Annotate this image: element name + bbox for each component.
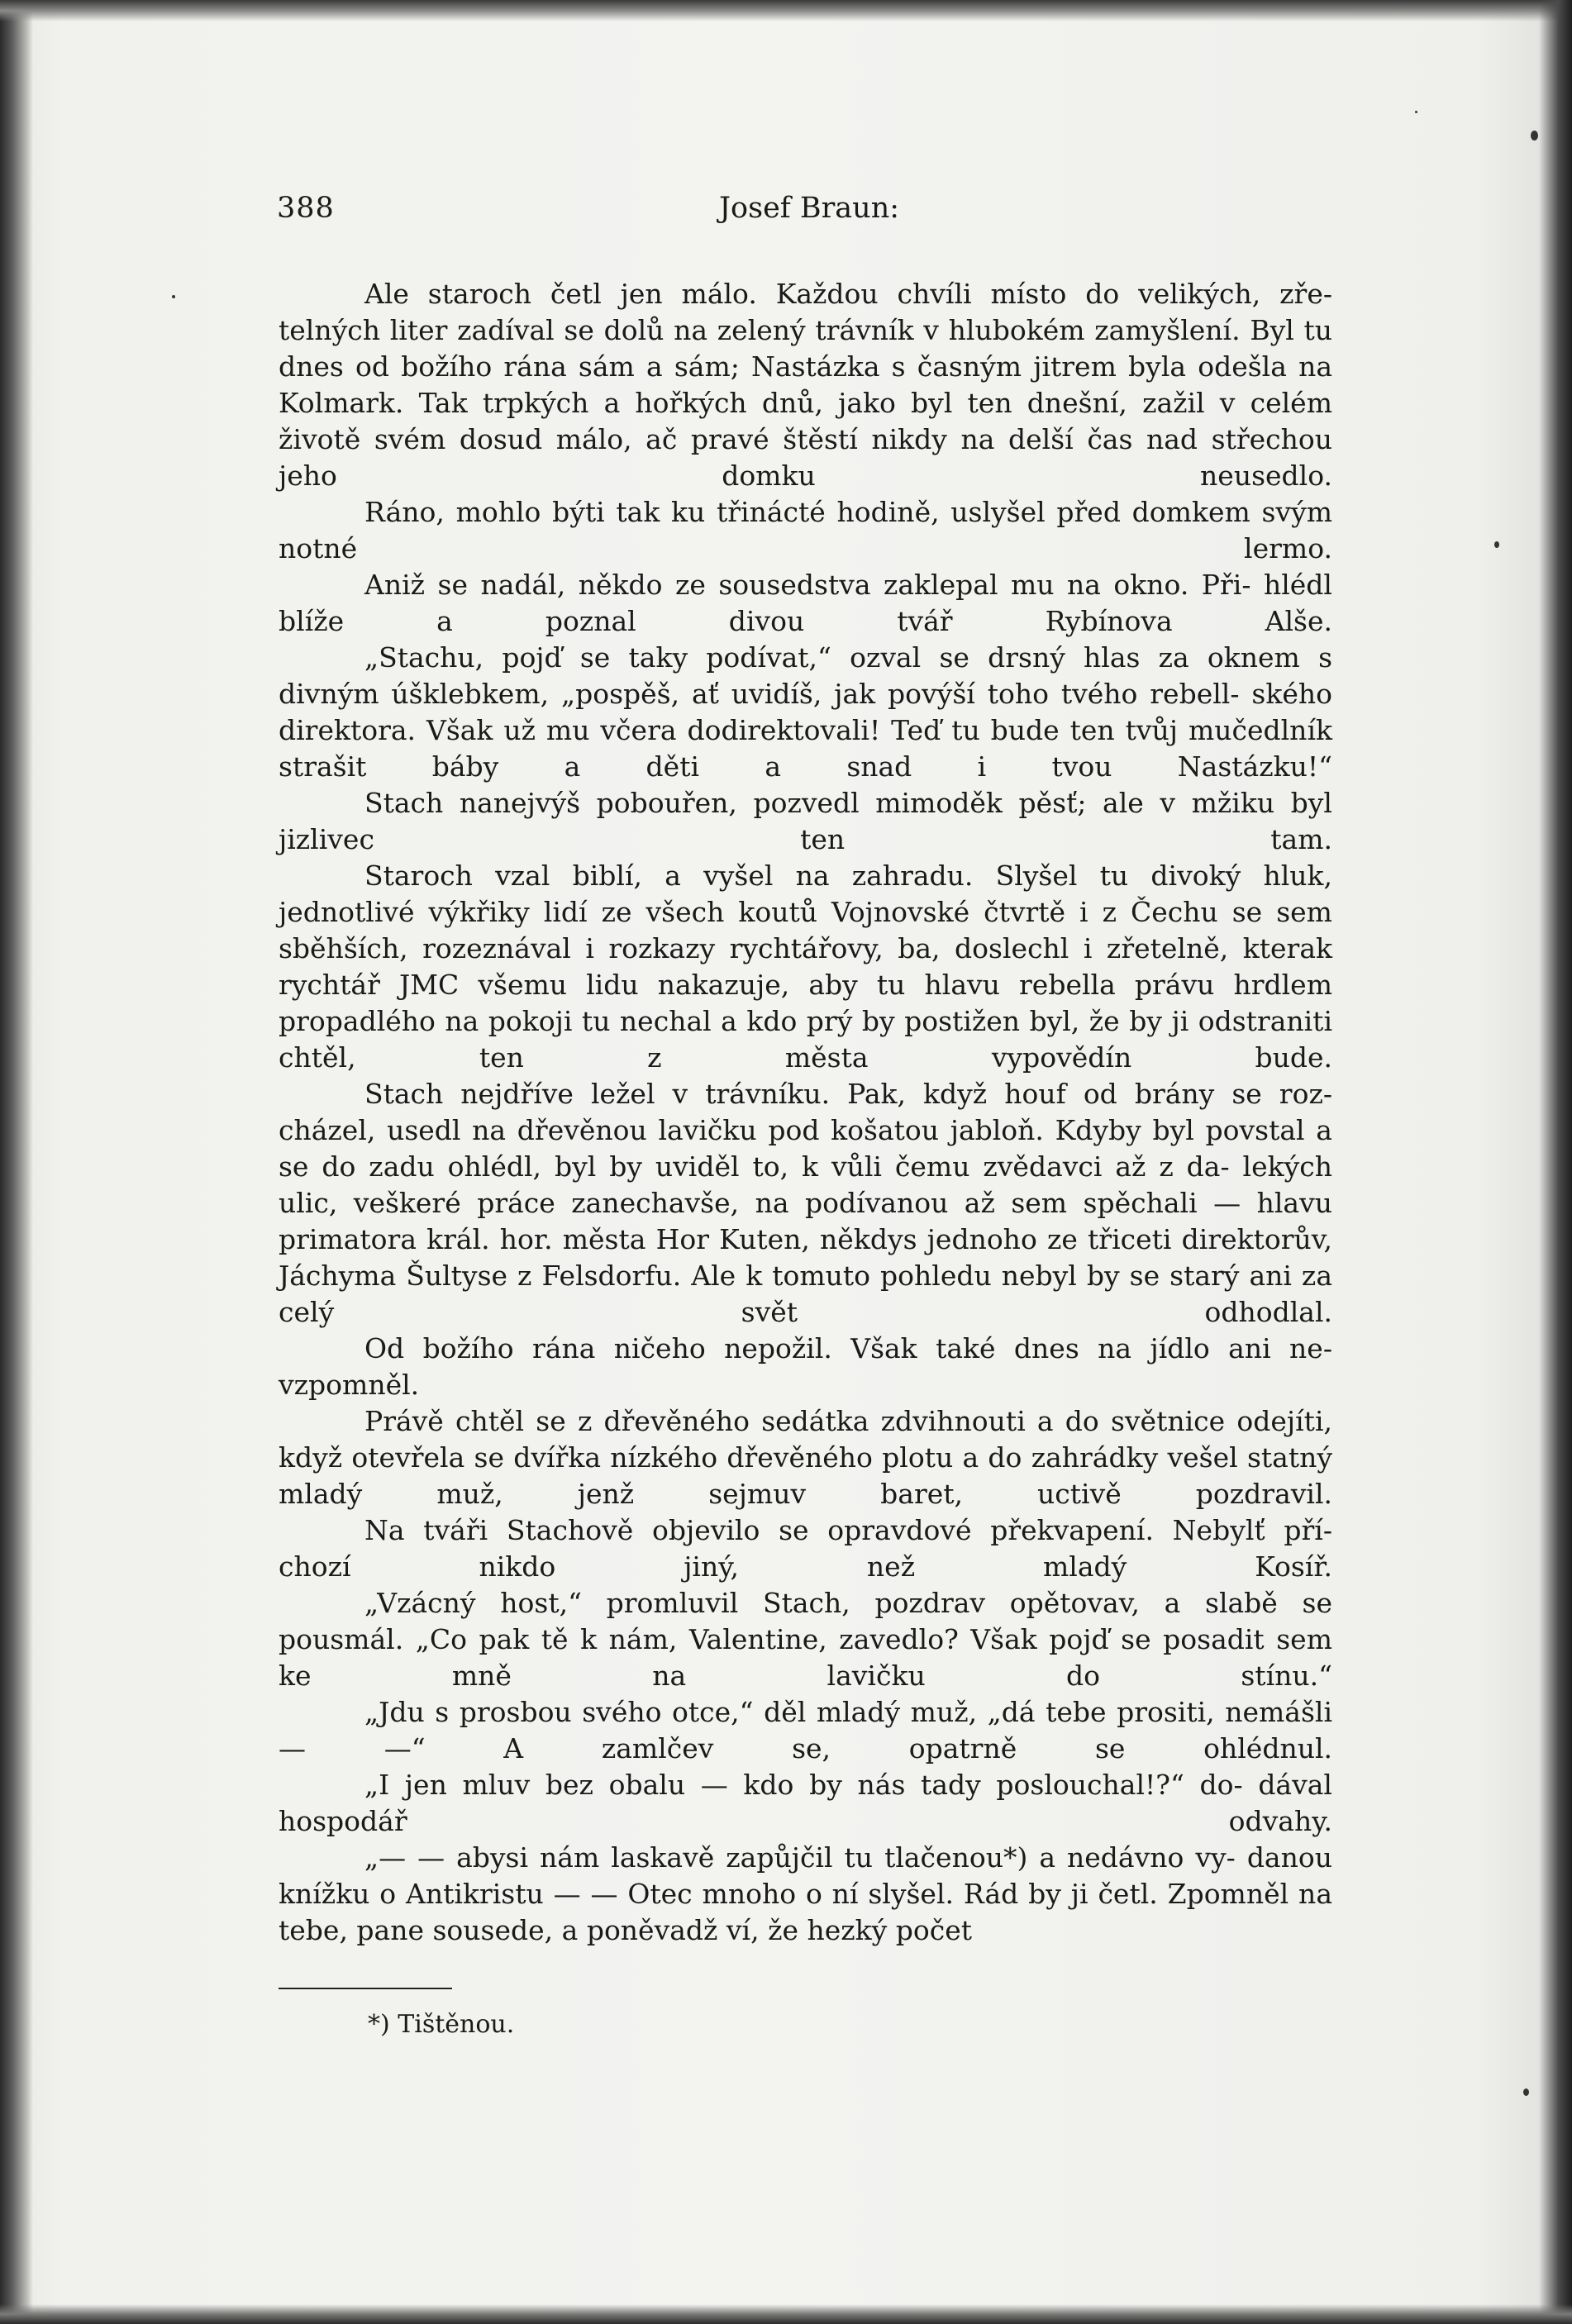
scan-speck (1415, 111, 1417, 113)
paragraph: Stach nanejvýš pobouřen, pozvedl mimoděk pěsť; ale v mžiku byl jizlivec ten tam. (279, 787, 1332, 855)
body-text (279, 276, 1332, 1949)
footnote: *) Tištěnou. (368, 2010, 515, 2039)
scan-edge-bottom (0, 2304, 1572, 2324)
scan-speck (1494, 541, 1499, 548)
running-head: Josef Braun: (719, 192, 900, 225)
paragraph: Ale staroch četl jen málo. Každou chvíli místo do velikých, zře- telných liter zadíval se dolů na zelený trávník v hlubokém zamyšlení. Byl tu dnes od božího rána sám a sám; Nastázka s časným jitrem byla odešla na Kolmark. Tak trpkých a hořkých dnů, jako byl ten dnešní, zažil v celém životě svém dosud málo, ač pravé štěstí nikdy na delší čas nad střechou jeho domku neusedlo. (279, 278, 1332, 492)
paragraph: „— — abysi nám laskavě zapůjčil tu tlačenou*) a nedávno vy- danou knížku o Antikristu — — Otec mnoho o ní slyšel. Rád by ji četl. Zpomněl na tebe, pane sousede, a poněvadž ví, že hezký počet (279, 1841, 1332, 1946)
paragraph: Od božího rána ničeho nepožil. Však také dnes na jídlo ani ne- vzpomněl. (279, 1332, 1332, 1401)
scan-speck (1523, 2088, 1529, 2096)
scan-edge-left (0, 0, 33, 2324)
paragraph: Aniž se nadál, někdo ze sousedstva zaklepal mu na okno. Při- hlédl blíže a poznal divou tvář Rybínova Alše. (279, 569, 1332, 637)
scan-speck (172, 295, 175, 298)
scan-edge-right (1539, 0, 1572, 2324)
paragraph: „Stachu, pojď se taky podívat,“ ozval se drsný hlas za oknem s divným úšklebkem, „pospěš, ať uvidíš, jak povýší toho tvého rebell- ského direktora. Však už mu včera dodirektovali! Teď tu bude ten tvůj mučedlník strašit báby a děti a snad i tvou Nastázku!“ (279, 641, 1332, 783)
paragraph: Stach nejdříve ležel v trávníku. Pak, když houf od brány se roz- cházel, usedl na dřevěnou lavičku pod košatou jabloň. Kdyby byl povstal a se do zadu ohlédl, byl by uviděl to, k vůli čemu zvědavci až z da- lekých ulic, veškeré práce zanechavše, na podívanou až sem spěchali — hlavu primatora král. hor. města Hor Kuten, někdys jednoho ze třiceti direktorův, Jáchyma Šultyse z Felsdorfu. Ale k tomuto pohledu nebyl by se starý ani za celý svět odhodlal. (279, 1078, 1332, 1328)
paragraph: Právě chtěl se z dřevěného sedátka zdvihnouti a do světnice odejíti, když otevřela se dvířka nízkého dřevěného plotu a do zahrádky vešel statný mladý muž, jenž sejmuv baret, uctivě pozdravil. (279, 1405, 1332, 1510)
paragraph: „Jdu s prosbou svého otce,“ děl mladý muž, „dá tebe prositi, nemášli — —“ A zamlčev se, opatrně se ohlédnul. (279, 1696, 1333, 1764)
footnote-rule (279, 1988, 452, 1989)
scan-speck (1531, 131, 1538, 140)
page-header (277, 192, 1335, 233)
paragraph: „I jen mluv bez obalu — kdo by nás tady poslouchal!?“ do- dával hospodář odvahy. (279, 1769, 1332, 1837)
page-number: 388 (277, 192, 335, 225)
paragraph: Staroch vzal biblí, a vyšel na zahradu. Slyšel tu divoký hluk, jednotlivé výkřiky lidí ze všech koutů Vojnovské čtvrtě i z Čechu se sem sběhších, rozeznával i rozkazy rychtářovy, ba, doslechl i zřetelně, kterak rychtář JMC všemu lidu nakazuje, aby tu hlavu rebella právu hrdlem propadlého na pokoji tu nechal a kdo prý by postižen byl, že by ji odstraniti chtěl, ten z města vypovědín bude. (279, 860, 1332, 1074)
scan-edge-top (0, 0, 1572, 21)
paragraph: „Vzácný host,“ promluvil Stach, pozdrav opětovav, a slabě se pousmál. „Co pak tě k nám, Valentine, zavedlo? Však pojď se posadit sem ke mně na lavičku do stínu.“ (279, 1587, 1332, 1692)
paragraph: Ráno, mohlo býti tak ku třinácté hodině, uslyšel před domkem svým notné lermo. (279, 496, 1332, 564)
paragraph: Na tváři Stachově objevilo se opravdové překvapení. Nebylť pří- chozí nikdo jiný, než mladý Kosíř. (279, 1514, 1332, 1583)
